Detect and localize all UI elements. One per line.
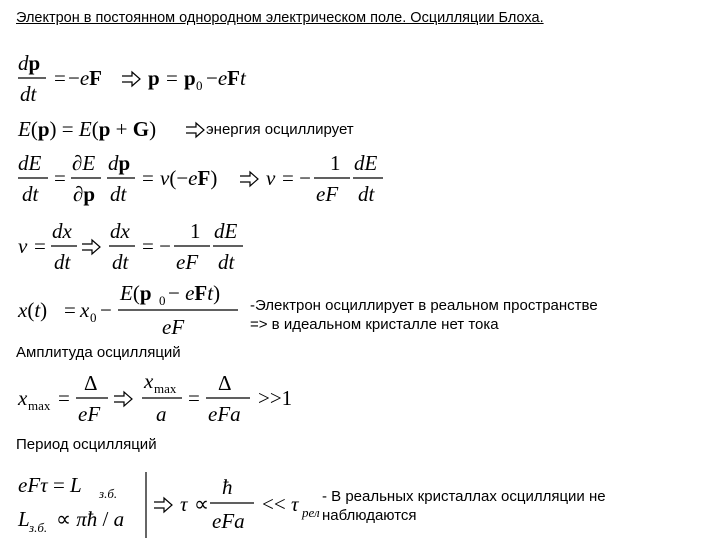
svg-text:dt: dt [218, 250, 235, 274]
svg-text:v: v [266, 166, 276, 190]
svg-text:x(t): x(t) [18, 298, 48, 322]
svg-text:− eFt): − eFt) [168, 281, 221, 305]
svg-text:dt: dt [22, 182, 39, 206]
heading-amplitude: Амплитуда осцилляций [16, 344, 181, 361]
slide-title: Электрон в постоянном однородном электрическом поле. Осцилляции Блоха. [16, 10, 544, 26]
svg-text:= −: = − [282, 166, 311, 190]
svg-text:eF: eF [78, 402, 101, 426]
svg-text:Δ: Δ [218, 371, 232, 395]
svg-text:∝: ∝ [194, 492, 210, 516]
svg-text:E(p) = E(p + G): E(p) = E(p + G) [18, 117, 157, 141]
equation-position-derivative [16, 216, 256, 278]
svg-text:=: = [188, 386, 200, 410]
svg-text:p: p [184, 66, 196, 90]
svg-text:0: 0 [159, 293, 166, 308]
svg-text:1: 1 [330, 151, 341, 175]
svg-text:eF: eF [162, 315, 185, 339]
svg-text:=: = [58, 386, 70, 410]
svg-text:dx: dx [110, 219, 130, 243]
note-real-crystals-line-2: наблюдаются [322, 507, 417, 524]
svg-text:dp: dp [108, 151, 131, 175]
svg-text:Δ: Δ [84, 371, 98, 395]
svg-text:= −: = − [142, 234, 171, 258]
svg-text:0: 0 [90, 310, 97, 325]
svg-text:dE: dE [18, 151, 42, 175]
svg-text:<< τ: << τ [262, 492, 299, 516]
svg-text:ħ: ħ [222, 475, 233, 499]
equation-position [16, 280, 256, 342]
svg-text:dp: dp [18, 51, 41, 75]
svg-text:>>1: >>1 [258, 386, 293, 410]
svg-text:p: p [148, 66, 160, 90]
svg-text:∂E: ∂E [72, 151, 96, 175]
svg-text:eF: eF [176, 250, 199, 274]
equation-amplitude [16, 368, 306, 430]
svg-text:∝ πħ / a: ∝ πħ / a [56, 507, 125, 531]
svg-text:dt: dt [54, 250, 71, 274]
svg-text:=: = [142, 166, 154, 190]
svg-text:x: x [80, 298, 90, 322]
heading-period: Период осцилляций [16, 436, 157, 453]
svg-text:L: L [18, 507, 30, 531]
svg-text:v: v [18, 234, 28, 258]
note-real-space-line-2: => в идеальном кристалле нет тока [250, 316, 499, 333]
note-real-crystals-line-1: - В реальных кристаллах осцилляции не [322, 488, 606, 505]
svg-text:=: = [54, 66, 66, 90]
svg-text:dE: dE [214, 219, 238, 243]
svg-text:τ: τ [180, 492, 188, 516]
svg-text:v(−eF): v(−eF) [160, 166, 218, 190]
equation-velocity [16, 148, 376, 210]
svg-text:−: − [100, 298, 112, 322]
svg-text:=: = [166, 66, 178, 90]
svg-text:x: x [18, 386, 28, 410]
equation-momentum [16, 48, 296, 110]
svg-text:0: 0 [196, 78, 203, 93]
svg-text:a: a [156, 402, 167, 426]
svg-text:dt: dt [20, 82, 37, 106]
svg-text:рел: рел [302, 505, 320, 520]
svg-text:з.б.: з.б. [29, 520, 48, 535]
svg-text:∂p: ∂p [73, 182, 96, 206]
svg-text:eFa: eFa [208, 402, 241, 426]
equation-energy-periodic [16, 114, 206, 144]
note-real-space-line-1: -Электрон осциллирует в реальном пространстве [250, 297, 598, 314]
note-real-crystals [322, 487, 606, 525]
svg-text:1: 1 [190, 219, 201, 243]
svg-text:dt: dt [110, 182, 127, 206]
equation-period [16, 468, 320, 540]
svg-text:−eFt: −eFt [206, 66, 246, 90]
svg-text:з.б.: з.б. [99, 486, 118, 501]
svg-text:max: max [28, 398, 51, 413]
svg-text:=: = [64, 298, 76, 322]
svg-text:=: = [34, 234, 46, 258]
svg-text:dt: dt [112, 250, 129, 274]
svg-text:x: x [144, 369, 154, 393]
svg-text:E(p: E(p [120, 281, 152, 305]
svg-text:dE: dE [354, 151, 378, 175]
svg-text:dt: dt [358, 182, 375, 206]
svg-text:=: = [54, 166, 66, 190]
svg-text:dx: dx [52, 219, 72, 243]
svg-text:eF: eF [316, 182, 339, 206]
svg-text:−eF: −eF [68, 66, 102, 90]
note-real-space [250, 296, 598, 334]
svg-text:eFτ = L: eFτ = L [18, 473, 82, 497]
note-energy-oscillates: энергия осциллирует [206, 121, 354, 138]
svg-text:max: max [154, 381, 177, 396]
svg-text:eFa: eFa [212, 509, 245, 533]
